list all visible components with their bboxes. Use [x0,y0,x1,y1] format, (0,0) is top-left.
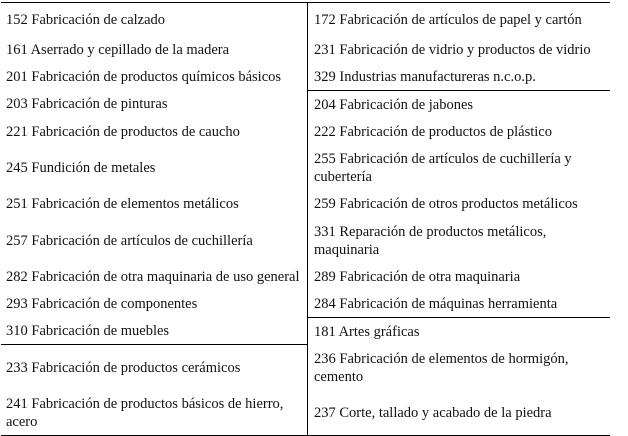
table-cell: 289 Fabricación de otra maquinaria [314,268,521,285]
table-cell: 245 Fundición de metales [6,159,156,176]
table-cell: 161 Aserrado y cepillado de la madera [6,41,230,58]
table-cell: 241 Fabricación de productos básicos de hierro, acero [6,395,284,430]
table-cell: 201 Fabricación de productos químicos básicos [6,68,282,85]
table-cell: 259 Fabricación de otros productos metálicos [314,196,578,212]
table-cell: 222 Fabricación de productos de plástico [314,123,552,140]
industry-table [1,2,610,436]
table-cell: 236 Fabricación de elementos de hormigón, cemento [314,350,569,385]
table-cell: 172 Fabricación de artículos de papel y cartón [314,11,582,28]
table-cell: 152 Fabricación de calzado [6,11,166,28]
table-cell: 329 Industrias manufactureras n.c.o.p. [314,68,536,85]
table-cell: 310 Fabricación de muebles [6,322,170,339]
table-cell: 257 Fabricación de artículos de cuchillería [6,232,253,249]
table-cell: 284 Fabricación de máquinas herramienta [314,295,558,312]
table-cell: 255 Fabricación de artículos de cuchillería y cubertería [314,150,572,185]
table-cell: 237 Corte, tallado y acabado de la piedra [314,404,552,421]
left-column [1,3,307,435]
table-cell: 293 Fabricación de componentes [6,295,198,312]
right-column [308,3,610,435]
table-cell: 203 Fabricación de pinturas [6,96,168,112]
table-cell: 251 Fabricación de elementos metálicos [6,196,239,212]
table-cell: 233 Fabricación de productos cerámicos [6,359,241,376]
table-cell: 331 Reparación de productos metálicos, maquinaria [314,223,547,258]
table-cell: 282 Fabricación de otra maquinaria de uso general [6,268,300,285]
table-cell: 181 Artes gráficas [314,323,420,340]
table-cell: 204 Fabricación de jabones [314,96,474,113]
table-cell: 231 Fabricación de vidrio y productos de vidrio [314,41,591,58]
table-cell: 221 Fabricación de productos de caucho [6,123,240,140]
